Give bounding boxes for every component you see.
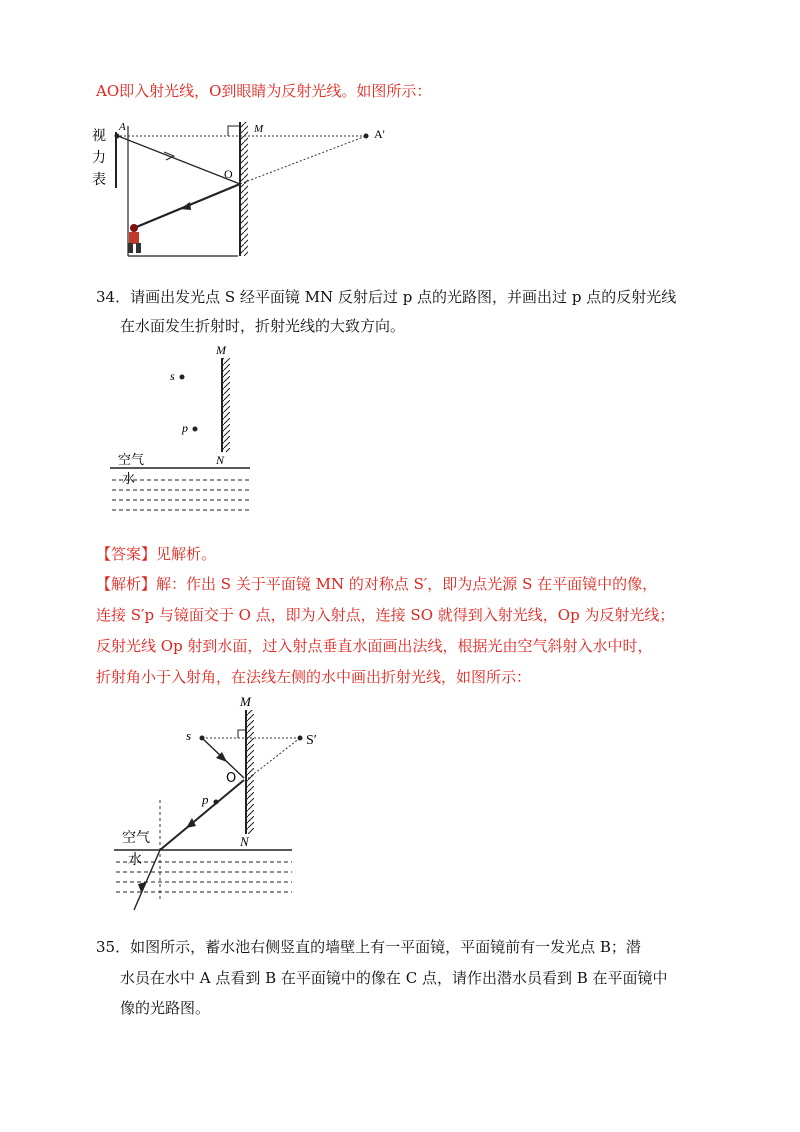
label-m: M <box>216 343 226 357</box>
label-n: N <box>216 453 225 467</box>
label-m: M <box>240 694 251 709</box>
analysis-line2: 连接 S′p 与镜面交于 O 点，即为入射点，连接 SO 就得到入射光线，Op 为反射光线； <box>96 606 675 624</box>
analysis-label: 【解析】 <box>96 575 157 593</box>
point-p <box>214 800 219 805</box>
label-chart-3: 表 <box>92 172 106 188</box>
label-s: s <box>170 369 175 383</box>
mirror-hatch <box>247 710 254 834</box>
mirror-hatch <box>223 358 230 452</box>
right-angle-mark <box>238 730 246 738</box>
answer-text: 见解析。 <box>156 545 217 563</box>
answer-label: 【答案】 <box>96 545 157 563</box>
label-water: 水 <box>128 852 142 868</box>
label-a: A <box>119 121 126 133</box>
reflected-arrow <box>180 202 191 210</box>
analysis-line3: 反射光线 Op 射到水面，过入射点垂直水面画出法线，根据光由空气斜射入水中时， <box>96 637 653 655</box>
reflected-arrow <box>186 818 196 828</box>
q35-line2: 水员在水中 A 点看到 B 在平面镜中的像在 C 点，请作出潜水员看到 B 在平面镜中 <box>120 969 668 987</box>
point-p <box>193 427 198 432</box>
point-a <box>115 134 120 139</box>
label-o: O <box>224 167 233 181</box>
line-o-to-a-prime <box>240 136 366 184</box>
analysis-line4: 折射角小于入射角，在法线左侧的水中画出折射光线，如图所示： <box>96 668 532 686</box>
q35-line1: 35．如图所示，蓄水池右侧竖直的墙壁上有一平面镜，平面镜前有一发光点 B；潜 <box>96 938 641 956</box>
label-air: 空气 <box>118 453 145 468</box>
label-o: O <box>226 771 237 786</box>
line-s-prime-to-o <box>246 738 300 780</box>
point-s <box>180 375 185 380</box>
label-s-prime: S′ <box>306 733 317 748</box>
q34-line1: 34．请画出发光点 S 经平面镜 MN 反射后过 p 点的光路图，并画出过 p 点的反射光线 <box>96 288 677 306</box>
point-a-prime <box>364 134 369 139</box>
figure-question-34 <box>110 340 260 516</box>
answer-line <box>96 544 216 564</box>
label-a-prime: A' <box>374 127 385 141</box>
label-m: M <box>254 123 264 135</box>
analysis-line1 <box>96 574 657 594</box>
label-p: p <box>202 792 209 807</box>
label-air: 空气 <box>122 830 150 846</box>
person-icon <box>128 224 141 253</box>
reflected-ray <box>160 780 244 850</box>
label-s: s <box>186 728 192 743</box>
q35-line3: 像的光路图。 <box>120 999 211 1017</box>
figure-solution-34 <box>110 690 350 914</box>
label-water: 水 <box>122 472 136 487</box>
label-p: p <box>182 421 188 435</box>
incident-ray <box>118 136 240 184</box>
label-chart-1: 视 <box>92 128 106 144</box>
analysis-text-1: 解：作出 S 关于平面镜 MN 的对称点 S′，即为点光源 S 在平面镜中的像， <box>156 575 658 593</box>
point-s <box>200 736 205 741</box>
label-chart-2: 力 <box>92 150 106 166</box>
point-s-prime <box>298 736 303 741</box>
label-n: N <box>240 834 249 849</box>
figure-vision-chart-mirror <box>88 112 408 258</box>
intro-text: AO即入射光线，O到眼睛为反射光线。如图所示： <box>96 82 432 100</box>
right-angle-mark <box>228 126 240 136</box>
q34-line2: 在水面发生折射时，折射光线的大致方向。 <box>120 317 406 335</box>
mirror-hatch <box>241 122 248 256</box>
